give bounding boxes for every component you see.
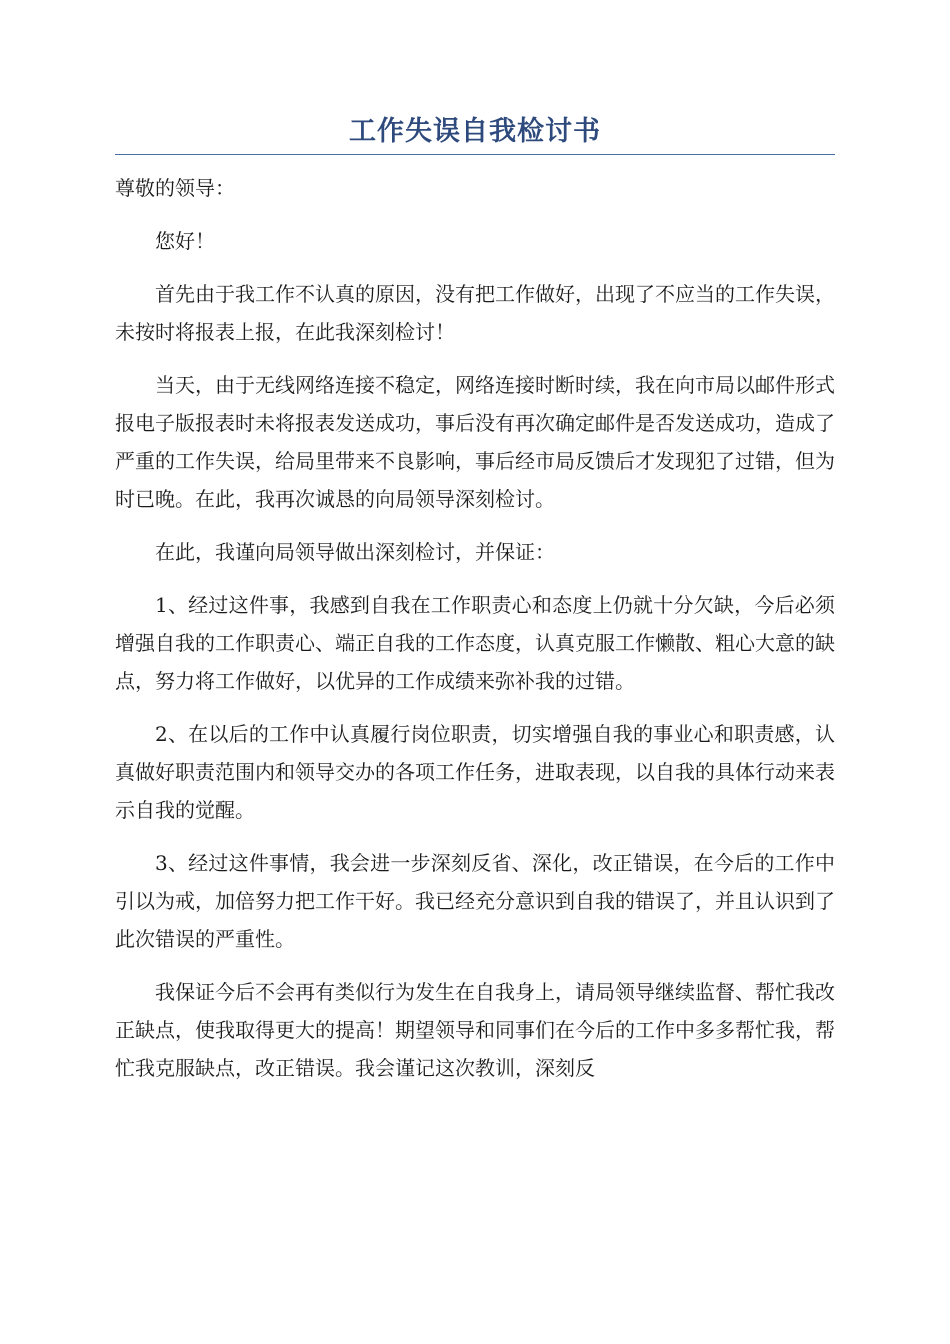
paragraph-incident: 当天，由于无线网络连接不稳定，网络连接时断时续，我在向市局以邮件形式报电子版报表时未将报表发送成功，事后没有再次确定邮件是否发送成功，造成了严重的工作失误，给局里带来不良影响，事后经市局反馈后才发现犯了过错，但为时已晚。在此，我再次诚恳的向局领导深刻检讨。 [115, 373, 835, 511]
title-underline [115, 154, 835, 155]
paragraph-greeting: 您好！ [155, 229, 215, 253]
paragraph-pledge-3: 3、经过这件事情，我会进一步深刻反省、深化，改正错误，在今后的工作中引以为戒，加倍努力把工作干好。我已经充分意识到自我的错误了，并且认识到了此次错误的严重性。 [115, 851, 835, 951]
paragraph-pledge-intro: 在此，我谨向局领导做出深刻检讨，并保证： [155, 540, 555, 564]
paragraph-pledge-2: 2、在以后的工作中认真履行岗位职责，切实增强自我的事业心和职责感，认真做好职责范围内和领导交办的各项工作任务，进取表现，以自我的具体行动来表示自我的觉醒。 [115, 722, 835, 822]
document-title: 工作失误自我检讨书 [349, 116, 601, 147]
salutation: 尊敬的领导： [115, 176, 235, 200]
paragraph-closing: 我保证今后不会再有类似行为发生在自我身上，请局领导继续监督、帮忙我改正缺点，使我取得更大的提高！期望领导和同事们在今后的工作中多多帮忙我，帮忙我克服缺点，改正错误。我会谨记这次教训，深刻反 [115, 980, 835, 1080]
paragraph-pledge-1: 1、经过这件事，我感到自我在工作职责心和态度上仍就十分欠缺，今后必须增强自我的工作职责心、端正自我的工作态度，认真克服工作懒散、粗心大意的缺点，努力将工作做好，以优异的工作成绩来弥补我的过错。 [115, 593, 835, 693]
document-page [115, 112, 835, 1102]
paragraph-intro: 首先由于我工作不认真的原因，没有把工作做好，出现了不应当的工作失误，未按时将报表上报，在此我深刻检讨！ [115, 282, 835, 344]
